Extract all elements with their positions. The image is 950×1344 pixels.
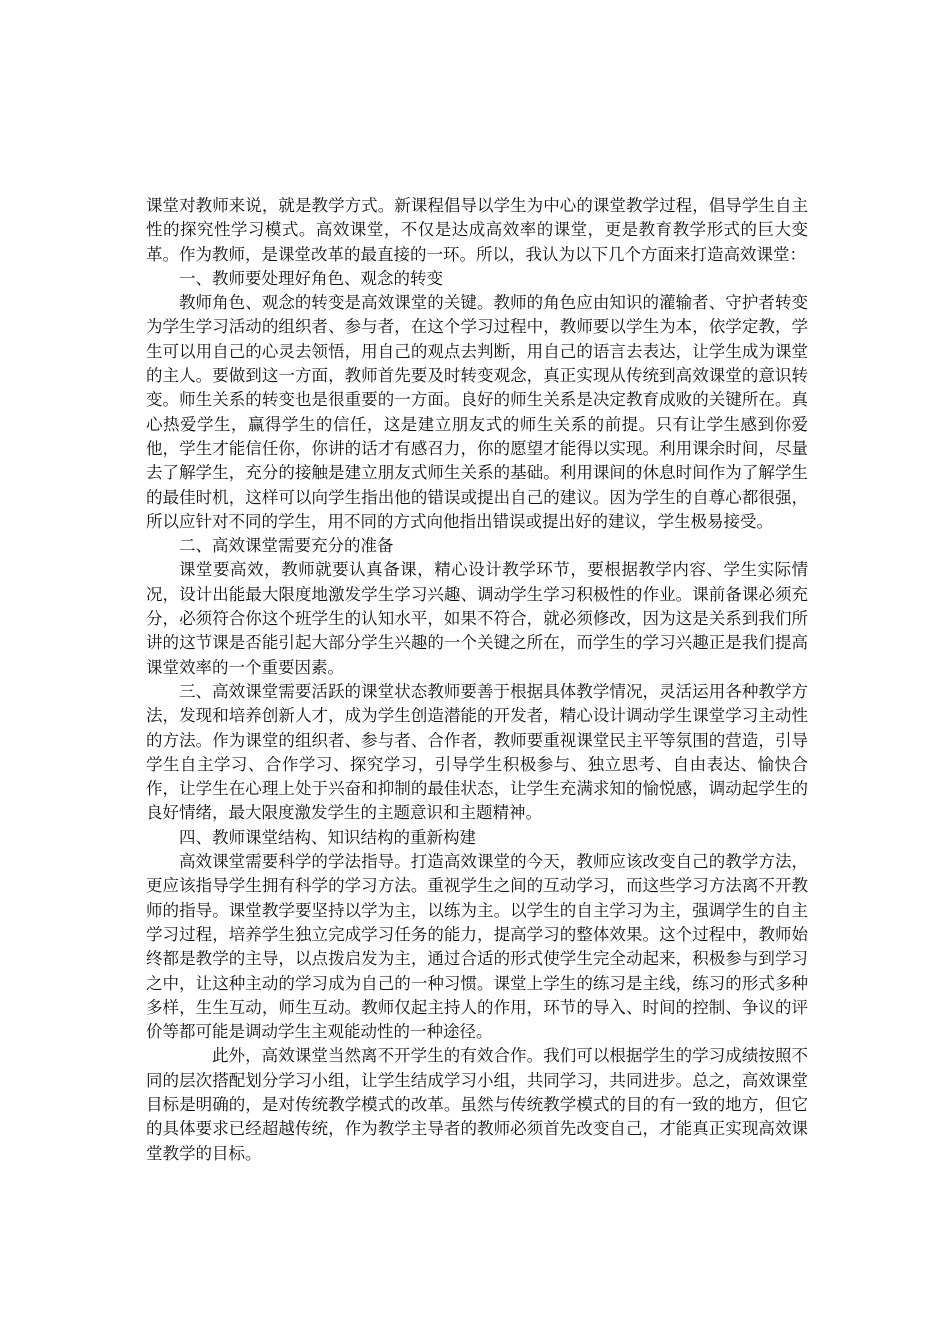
document-body xyxy=(146,194,808,1166)
section-4-heading: 四、教师课堂结构、知识结构的重新构建 xyxy=(179,827,476,847)
section-2-body: 课堂要高效，教师就要认真备课，精心设计教学环节，要根据教学内容、学生实际情况，设计出能最大限度地激发学生学习兴趣、调动学生学习积极性的作业。课前备课必须充分，必须符合你这个班学生的认知水平，如果不符合，就必须修改，因为这是关系到我们所讲的这节课是否能引起大部分学生兴趣的一个关键之所在，而学生的学习兴趣正是我们提高课堂效率的一个重要因素。 xyxy=(146,560,808,677)
conclusion-paragraph: 此外，高效课堂当然离不开学生的有效合作。我们可以根据学生的学习成绩按照不同的层次搭配划分学习小组，让学生结成学习小组，共同学习，共同进步。总之，高效课堂目标是明确的，是对传统教学模式的改革。虽然与传统教学模式的目的有一致的地方，但它的具体要求已经超越传统，作为教学主导者的教师必须首先改变自己，才能真正实现高效课堂教学的目标。 xyxy=(146,1046,808,1163)
section-1-heading: 一、教师要处理好角色、观念的转变 xyxy=(179,268,443,288)
section-1-body: 教师角色、观念的转变是高效课堂的关键。教师的角色应由知识的灌输者、守护者转变为学生学习活动的组织者、参与者，在这个学习过程中，教师要以学生为本，依学定教，学生可以用自己的心灵去领悟，用自己的观点去判断，用自己的语言去表达，让学生成为课堂的主人。要做到这一方面，教师首先要及时转变观念，真正实现从传统到高效课堂的意识转变。师生关系的转变也是很重要的一方面。良好的师生关系是决定教育成败的关键所在。真心热爱学生，赢得学生的信任，这是建立朋友式的师生关系的前提。只有让学生感到你爱他，学生才能信任你，你讲的话才有感召力，你的愿望才能得以实现。利用课余时间，尽量去了解学生，充分的接触是建立朋友式师生关系的基础。利用课间的休息时间作为了解学生的最佳时机，这样可以向学生指出他的错误或提出自己的建议。因为学生的自尊心都很强，所以应针对不同的学生，用不同的方式向他指出错误或提出好的建议，学生极易接受。 xyxy=(146,293,808,531)
section-2-heading: 二、高效课堂需要充分的准备 xyxy=(179,536,394,556)
section-3-body: 三、高效课堂需要活跃的课堂状态教师要善于根据具体教学情况，灵活运用各种教学方法，发现和培养创新人才，成为学生创造潜能的开发者，精心设计调动学生课堂学习主动性的方法。作为课堂的组织者、参与者、合作者，教师要重视课堂民主平等氛围的营造，引导学生自主学习、合作学习、探究学习，引导学生积极参与、独立思考、自由表达、愉快合作，让学生在心理上处于兴奋和抑制的最佳状态，让学生充满求知的愉悦感，调动起学生的良好情绪，最大限度激发学生的主题意识和主题精神。 xyxy=(146,681,808,823)
intro-paragraph: 课堂对教师来说，就是教学方式。新课程倡导以学生为中心的课堂教学过程，倡导学生自主性的探究性学习模式。高效课堂，不仅是达成高效率的课堂，更是教育教学形式的巨大变革。作为教师，是课堂改革的最直接的一环。所以，我认为以下几个方面来打造高效课堂： xyxy=(146,196,808,264)
section-4-body: 高效课堂需要科学的学法指导。打造高效课堂的今天，教师应该改变自己的教学方法，更应该指导学生拥有科学的学习方法。重视学生之间的互动学习，而这些学习方法离不开教师的指导。课堂教学要坚持以学为主，以练为主。以学生的自主学习为主，强调学生的自主学习过程，培养学生独立完成学习任务的能力，提高学习的整体效果。这个过程中，教师始终都是教学的主导，以点拨启发为主，通过合适的形式使学生完全动起来，积极参与到学习之中，让这种主动的学习成为自己的一种习惯。课堂上学生的练习是主线，练习的形式多种多样，生生互动，师生互动。教师仅起主持人的作用，环节的导入、时间的控制、争议的评价等都可能是调动学生主观能动性的一种途径。 xyxy=(146,852,808,1042)
